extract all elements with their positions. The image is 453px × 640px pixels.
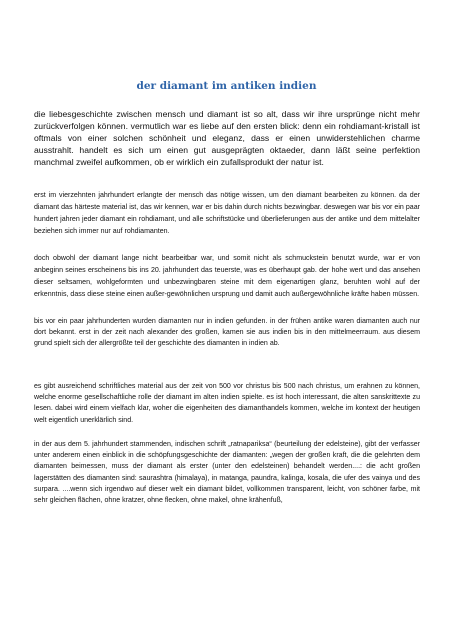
document-title: der diamant im antiken indien	[136, 80, 317, 92]
paragraph-4: es gibt ausreichend schriftliches material aus der zeit von 500 vor christus bis 500 nach christus, um erahnen zu können, welche enorme gesellschaftliche rolle der diamant im alten indien spielte. es ist hoch interessant, die alten sanskrittexte zu lesen. dabei wird einem vielfach klar, woher die eigenheiten des diamanthandels kommen, welche im kontext der heutigen welt eigentlich unerklärlich sind.	[34, 383, 420, 424]
paragraph-2: doch obwohl der diamant lange nicht bearbeitbar war, und somit nicht als schmuckstein benutzt wurde, war er von anbeginn seines erscheinens bis ins 20. jahrhundert das teuerste, was es überhaupt gab. der hohe wert und das ansehen dieser seltsamen, wohlgeformten und unbezwingbaren steine mit dem eigenartigen glanz, beruhten wohl auf der erkenntnis, dass diese steine einen außer-gewöhnlichen ursprung und damit auch außergewöhnliche kräfte haben müssen.	[34, 255, 420, 298]
intro-paragraph: die liebesgeschichte zwischen mensch und diamant ist so alt, dass wir ihre ursprünge nicht mehr zurückverfolgen können. vermutlich war es liebe auf den ersten blick: denn ein rohdiamant-kristall ist oftmals von einer solchen schönheit und eleganz, dass er einen unwiderstehlichen charme ausstrahlt. handelt es sich um einen gut ausgeprägten oktaeder, dann läßt seine perfektion manchmal zweifel aufkommen, ob er wirklich ein zufallsprodukt der natur ist.	[34, 109, 420, 167]
paragraph-3: bis vor ein paar jahrhunderten wurden diamanten nur in indien gefunden. in der frühen antike waren diamanten auch nur dort bekannt. erst in der zeit nach alexander des großen, kamen sie aus indien bis in den mittelmeerraum. aus diesem grund spielt sich der allergrößte teil der geschichte des diamanten in indien ab.	[34, 318, 420, 348]
paragraph-5: in der aus dem 5. jahrhundert stammenden, indischen schrift „ratnapariksa“ (beurteilung der edelsteine), gibt der verfasser unter anderem einen einblick in die schöpfungsgeschichte der diamanten: „wegen der großen kraft, die die gelehrten dem diamanten beimessen, muss der diamant als erster (unter den edelsteinen) behandelt werden....: die acht großen lagerstätten des diamanten sind: saurashtra (himalaya), in matanga, paundra, kalinga, kosala, die ufer des vainya und des surpara. ....wenn sich irgendwo auf dieser welt ein diamant bildet, vollkommen transparent, leicht, von schöner farbe, mit sehr gleichen flächen, ohne kratzer, ohne flecken, ohne makel, ohne krähenfuß,	[34, 441, 420, 505]
paragraph-1: erst im vierzehnten jahrhundert erlangte der mensch das nötige wissen, um den diamant bearbeiten zu können. da der diamant das härteste material ist, das wir kennen, war er bis dahin durch nichts bezwingbar. deswegen war bis vor ein paar hundert jahren jeder diamant ein rohdiamant, und alle schriftstücke und überlieferungen aus der antike und dem mittelalter beziehen sich immer nur auf rohdiamanten.	[34, 192, 420, 235]
